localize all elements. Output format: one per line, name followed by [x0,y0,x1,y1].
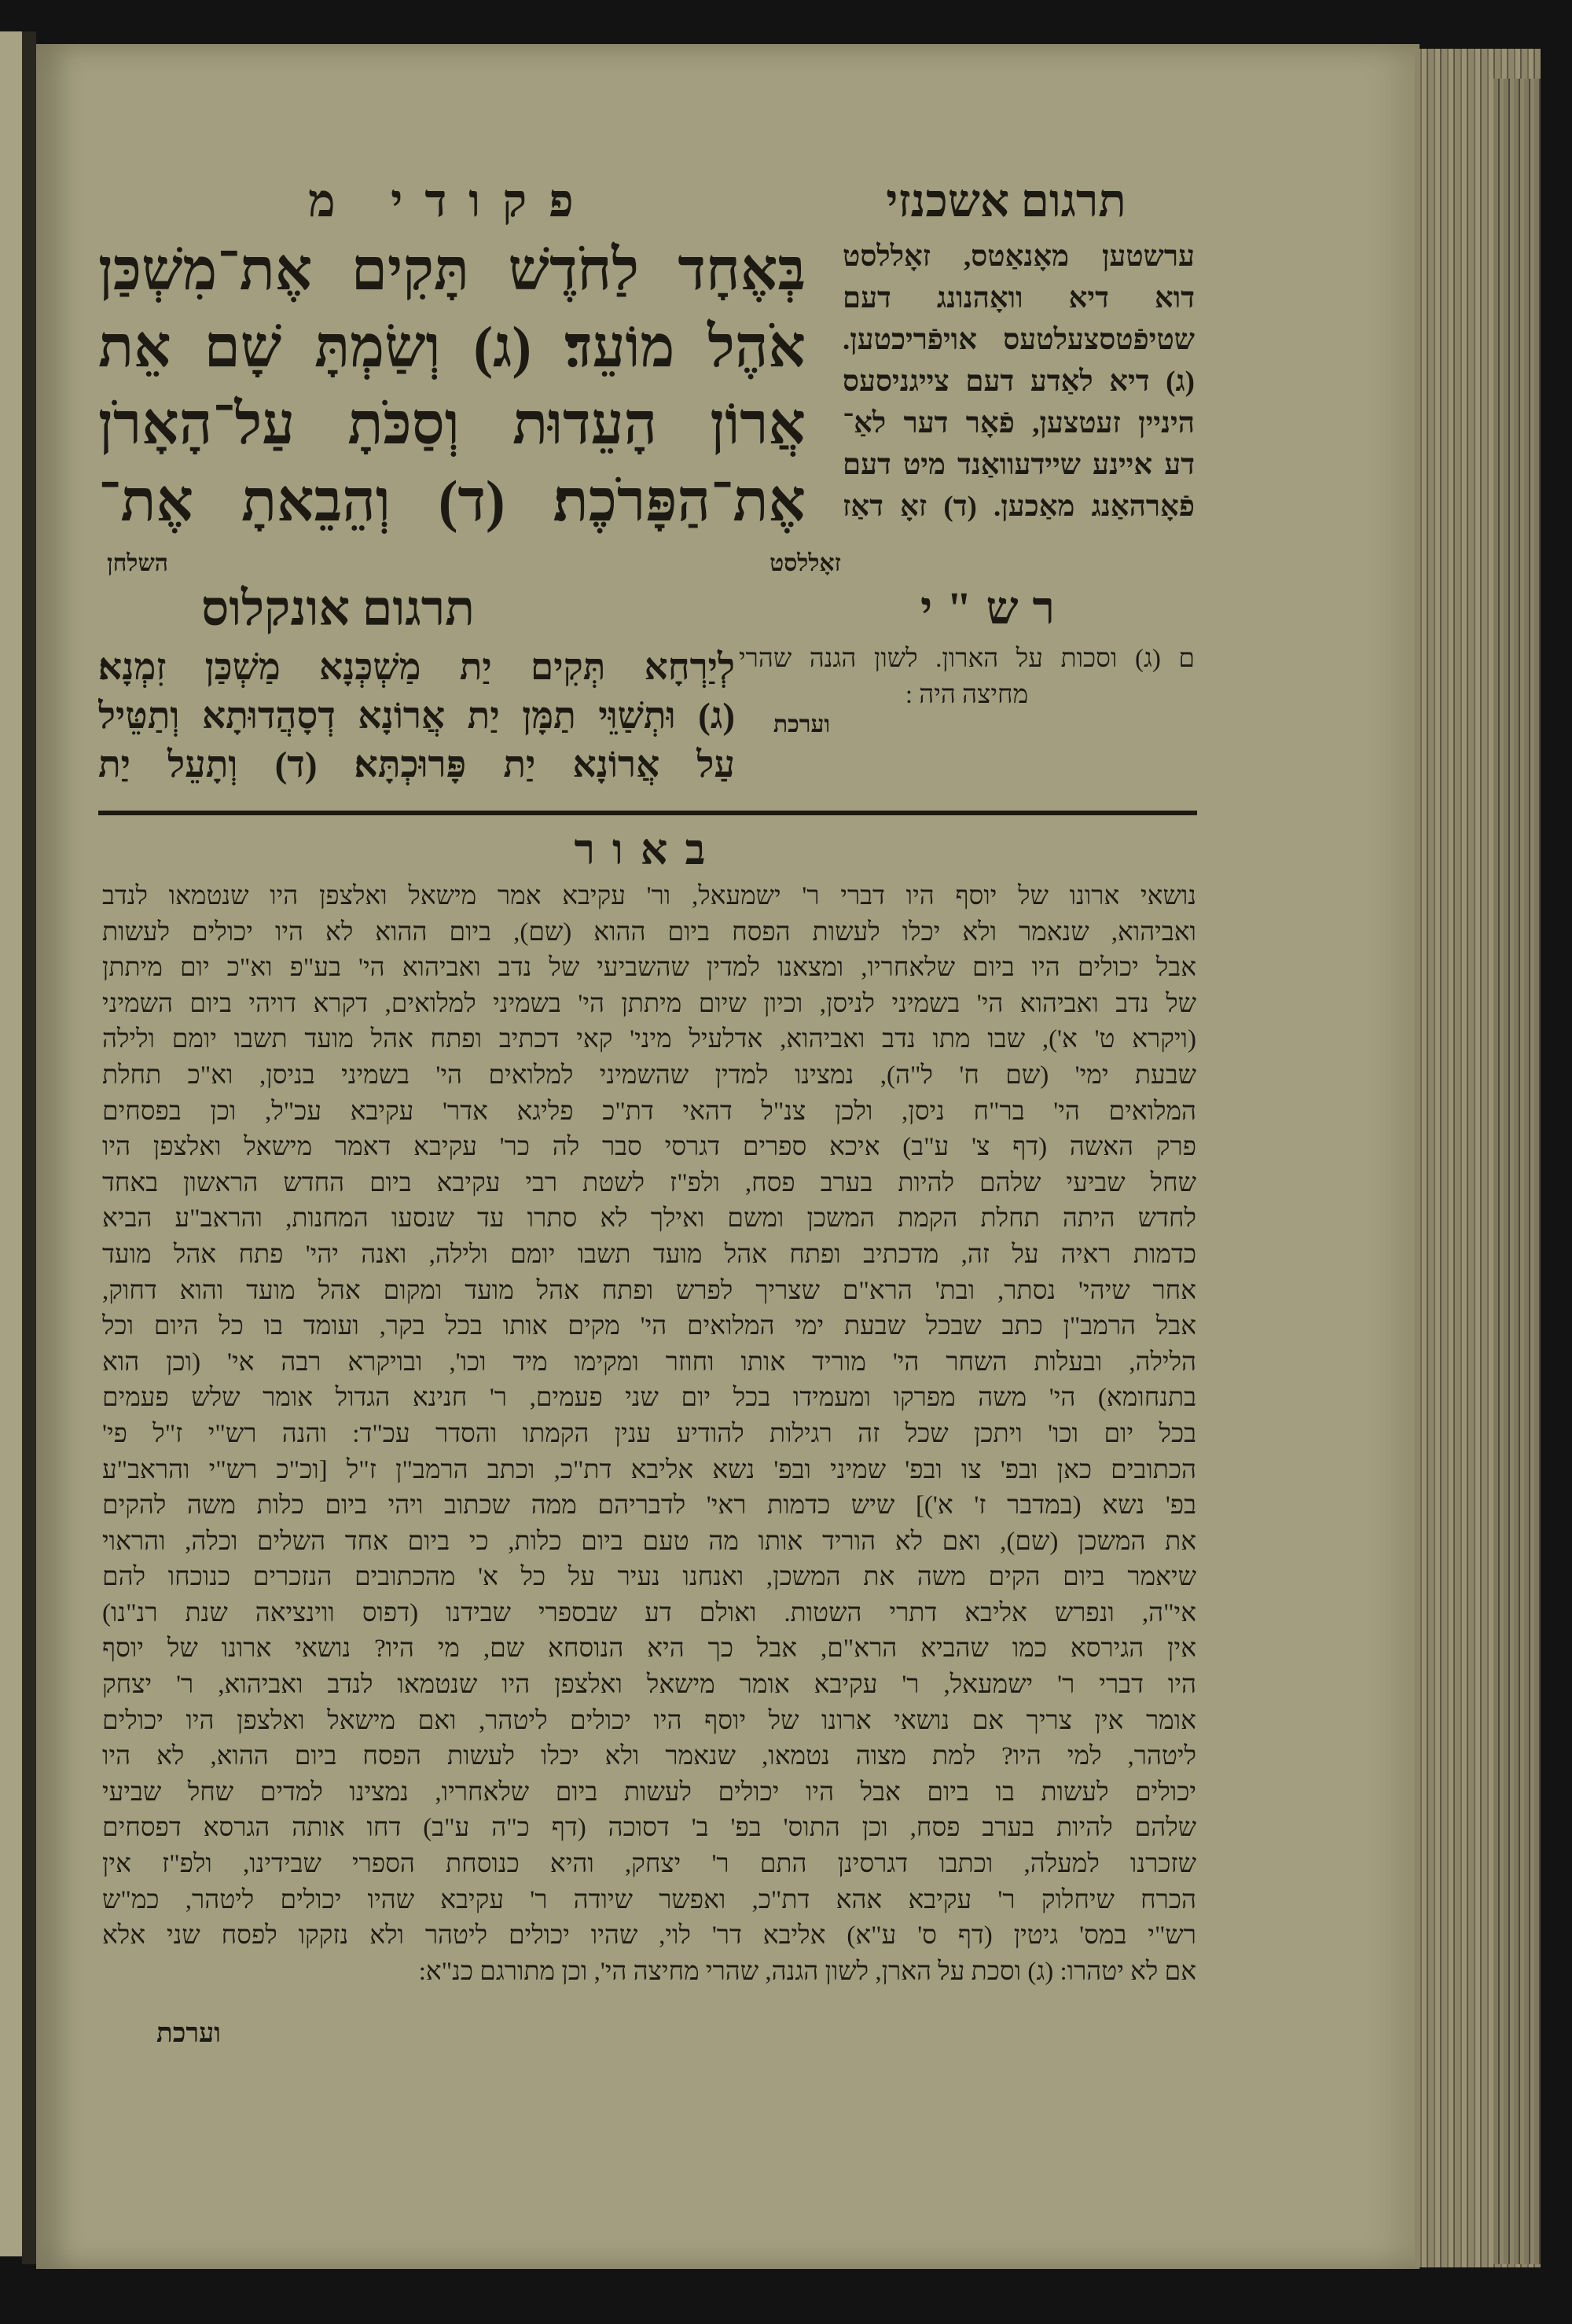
rashi-heading: רש"י [920,583,1069,634]
text-line: הלילה, ובעלות השחר הי' מוריד אותו וחוזר ומקימו מיד וכו', ובויקרא רבה אי' (וכן הוא [102,1348,1196,1377]
text-line: ערשטען מאָנאַטס, זאָללסט [843,241,1195,273]
text-line: כדמות ראיה על זה, מדכתיב ופתח אהל מועד תשבו יומם ולילה, ואנה יהי' פתח אהל מועד [102,1240,1196,1269]
text-line: היניין זעטצען, פֿאָר דער לאַ־ [843,407,1195,439]
text-line: פֿאָרהאַנג מאַכען. (ד) זאָ דאַז [843,491,1195,523]
page-edges-stack-outer [1493,79,1541,2264]
biur-heading: באור [574,826,723,873]
torah-catchword: השלחן [107,550,168,576]
text-line: המלואים הי' בר"ח ניסן, ולכן צנ"ל דהאי דת"כ פליגא אדר' עקיבא עכ"ל, וכן בפסחים [102,1097,1196,1126]
text-line: נושאי ארונו של יוסף היו דברי ר' ישמעאל, ור' עקיבא אמר מישאל ואלצפן היו שנטמאו לנדב [102,882,1196,910]
text-line: מחיצה היה : [905,681,1029,709]
section-divider-rule [98,811,1197,815]
text-line: שבעת ימי' (שם ח' ל"ה), נמצינו למדין שהשמיני למלואים הי' בשמיני בניסן, וא"כ תחלת [102,1061,1196,1090]
text-line: שחל שביעי שלהם להיות בערב פסח, ולפ"ז לשטת רבי עקיבא ביום החדש הראשון באחד [102,1168,1196,1197]
text-line: ואביהוא, שנאמר ולא יכלו לעשות הפסח ביום ההוא (שם), ביום ההוא לא היו יכולים לעשות [102,917,1196,947]
text-line: לחדש היתה תחלת הקמת המשכן ומשם ואילך לא סתרו עד שנסעו המחנות, והראב"ע הביא [102,1204,1196,1234]
parsha-running-head: פקודי מ [308,175,596,226]
text-line: שטיפֿטסצעלטעס אויפֿריכטען. [843,324,1195,356]
book-gutter [22,31,36,2264]
text-line: (ג) דיא לאַדע דעם צייגניסעס [843,366,1195,398]
biur-commentary-text [102,879,1196,1990]
text-line: אֶת־הַפָּרֹכֶת׃ (ד) וְהֵבֵאתָ אֶת־ [98,469,806,534]
page-catchword: וערכת [156,2019,221,2048]
text-line: אם לא יטהרו: (ג) וסכת על הארן, לשון הגנה, שהרי מחיצה הי', וכן מתורגם כנ"א: [418,1957,1196,1986]
onkelos-heading: תרגום אונקלוס [201,583,475,636]
torah-verse-text [98,232,806,540]
yiddish-translation-text [843,236,1195,528]
text-line: היו דברי ר' ישמעאל, ר' עקיבא אומר מישאל ואלצפן היו שנטמאו לנדב ואביהוא, ר' יצחק [102,1671,1196,1700]
text-line: דע איינע שיידעוואַנד מיט דעם [843,449,1195,481]
rashi-text [739,641,1195,713]
text-line: אבל הרמב"ן כתב שבכל שבעת ימי המלואים הי' מקים אותו בכל בקר, ועומד בו כל היום וכל [102,1312,1196,1341]
text-line: רש"י במס' גיטין (דף ס' ע"א) אליבא דר' לוי, שהיו יכולים ליטהר ולא נזקקו לפסח שני אלא [102,1921,1196,1951]
text-line: אין הגירסא כמו שהביא הרא"ם, אבל כך היא הנוסחא שם, מי היו? נושאי ארונו של יוסף [102,1635,1196,1664]
text-line: בְּאֶחָד לַחֹדֶשׁ תָּקִים אֶת־מִשְׁכַּן [98,238,806,303]
text-line: (ג) וּתְשַׁוֵּי תַמָּן יַת אֲרוֹנָא דְסָהֲדוּתָא וְתַטֵּיל [98,696,735,737]
text-line: אֲרוֹן הָעֵדוּת וְסַכֹּתָ עַל־הָאָרֹן [98,392,806,457]
onkelos-text [98,643,735,789]
text-line: פרק האשה (דף צ' ע"ב) איכא ספרים דגרסי סבר לה כר' עקיבא דאמר מישאל ואלצפן היו [102,1133,1196,1162]
text-line: שלהם להיות בערב פסח, וכן התוס' בפ' ב' דסוכה (דף כ"ה ע"ב) דחו אותה הגרסא דפסחים [102,1814,1196,1843]
text-line: אבל יכולים היו ביום שלאחריו, ומצאנו למדין שהשביעי של נדב ואביהוא הי' בע"פ וא"כ יום מיתתן [102,954,1196,983]
text-line: שזכרנו למעלה, וכתבו דגרסינן התם ר' יצחק, והיא כנוסחת הספרי שבידינו, ולפ"ז אין [102,1850,1196,1879]
rashi-catchword: וערכת [773,712,831,737]
text-line: בפ' נשא (במדבר ז' א')] שיש כדמות ראי' לדבריהם ממה שכתוב ויהי ביום כלות משה להקים [102,1491,1196,1521]
text-line: שיאמר ביום הקים משה את המשכן, ואנחנו נעיר על כל א' מהכתובים הנזכרים כנוכחו להם [102,1563,1196,1592]
text-line: בתנחומא) הי' משה מפרקו ומעמידו בכל יום שני פעמים, ר' חנינא הגדול אומר שלש פעמים [102,1384,1196,1413]
text-line: לְיַרְחָא תְּקִים יַת מַשְׁכְּנָא מַשְׁכַּן זִמְנָא׃ [98,647,735,688]
text-line: של נדב ואביהוא הי' בשמיני לניסן, וכיון שיום מיתתן הי' בשמיני למלואים, דקרא דויהי ביום השמיני [102,989,1196,1018]
text-line: אֹהֶל מוֹעֵד׃ (ג) וְשַׂמְתָּ שָׁם אֵת [98,315,806,380]
text-line: ם (ג) וסכות על הארון. לשון הגנה שהרי [739,645,1195,673]
text-line: יכולים לעשות בו ביום אבל היו יכולים לעשות ביום שלאחריו, נמצינו למדים שחל שביעי [102,1778,1196,1807]
yiddish-catchword: זאָללסט [769,550,841,576]
text-line: את המשכן (שם), ואם לא הוריד אותו מה טעם ביום כלות, כי ביום אחד השלים וכלה, והראוי [102,1527,1196,1556]
text-line: הכרח שיחלוק ר' עקיבא אהא דת"כ, ואפשר שיודה ר' עקיבא שהיו יכולים ליטהר, כמ"ש [102,1885,1196,1914]
text-line: דוא דיא וואָהנונג דעם [843,282,1195,314]
text-line: (ויקרא ט' א'), שבו מתו נדב ואביהוא, אדלעיל מיני' קאי דכתיב ופתח אהל מועד תשבו יומם ולילה [102,1025,1196,1054]
facing-page-edge [0,31,24,2256]
text-line: בכל יום וכו' ויתכן שכל זה רגילות להודיע ענין הקמתו והסדר עכ"ד: והנה רש"י ז"ל פי' [102,1419,1196,1448]
yiddish-translation-heading: תרגום אשכנזי [886,175,1126,226]
text-line: אחר שיהי' נסתר, ובת' הרא"ם שצריך לפרש ופתח אהל מועד ומקום אהל מועד והוא דחוק, [102,1276,1196,1305]
text-line: הכתובים כאן ובפ' צו ובפ' שמיני ובפ' נשא אליבא דת"כ, וכתב הרמב"ן ז"ל [וכ"כ רש"י והראב"ע [102,1455,1196,1484]
text-line: אי"ה, ונפרש אליבא דתרי השטות. ואולם דע שבספרי שבידנו (דפוס ווינציאה שנת רנ"נו) [102,1598,1196,1627]
text-line: אומר אין צריך אם נושאי ארונו של יוסף היו יכולים ליטהר, ואם מישאל ואלצפן היו יכולים [102,1706,1196,1735]
text-line: עַל אֲרוֹנָא יַת פָּרוּכְתָּא׃ (ד) וְתָעֵל יַת [98,745,735,785]
text-line: ליטהר, למי היו? למת מצוה נטמאו, שנאמר ולא יכלו לעשות הפסח ביום ההוא, לא היו [102,1742,1196,1771]
